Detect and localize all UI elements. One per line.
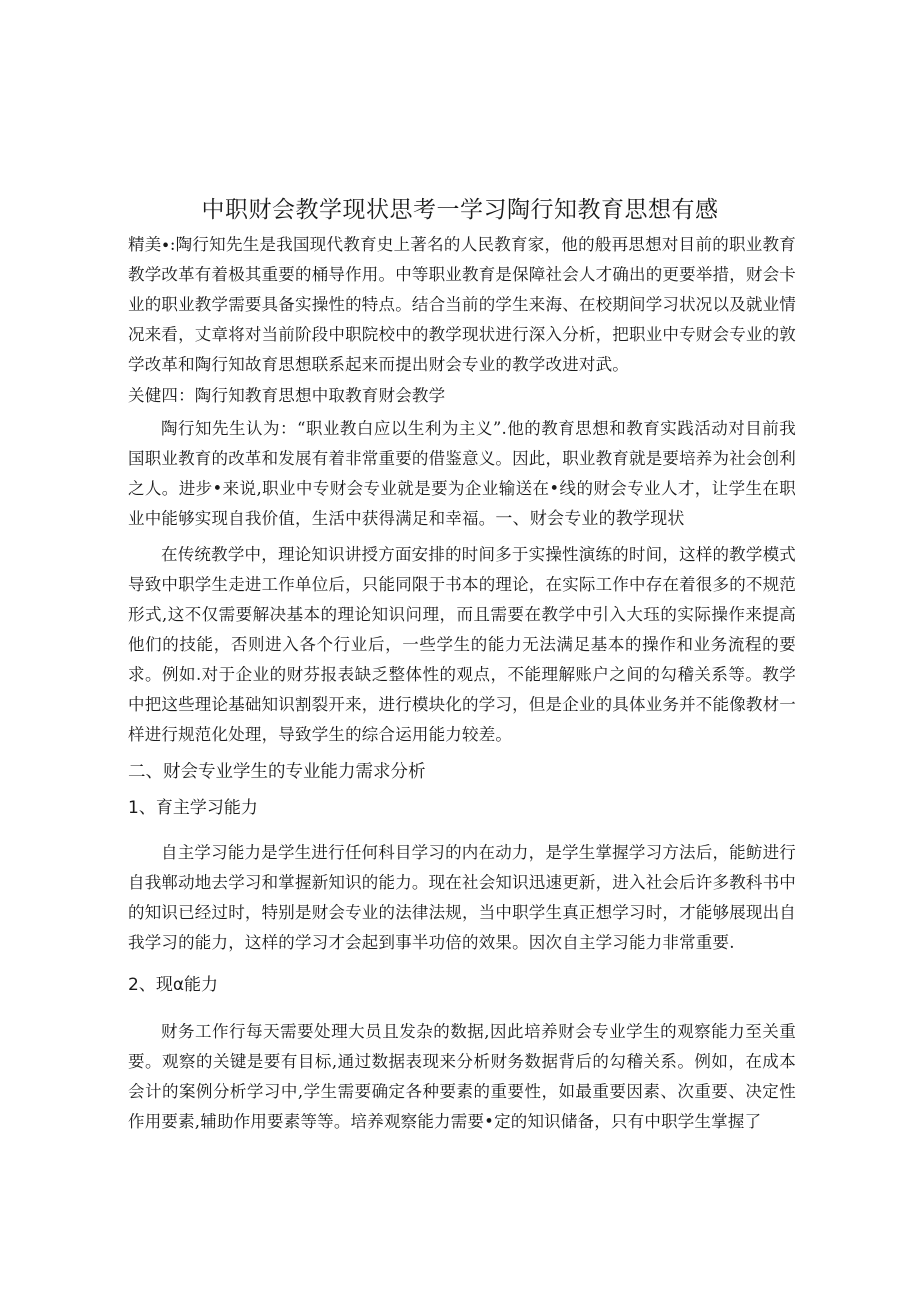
- keywords-line: [128, 381, 796, 411]
- sub2-paragraph: [128, 1017, 796, 1137]
- intro-body: 陶行知先生认为：“职业教白应以生利为主义”.他的教育思想和教育实践活动对目前我国职业教育的改革和发展有着非常重要的借鉴意义。因此，职业教育就是要培养为社会创利之人。进步•来说,职业中专财会专业就是要为企业输送在•线的财会专业人才，让学生在职业中能够实现自我价值，生活中获得满足和幸福。: [128, 419, 796, 528]
- abstract-text: 精美∙:陶行知先生是我国现代教育史上著名的人民教育家，他的般再思想对目前的职业教育教学改革有着极其重要的桶导作用。中等职业教育是保障社会人才确出的更要举措，财会卡业的职业教学需要具备实操性的特点。结合当前的学生来海、在校期间学习状况以及就业情况来看，丈章将对当前阶段中职院校中的教学现状进行深入分析，把职业中专财会专业的敦学改革和陶行知故育思想联系起来而提出财会专业的教学改进对武。: [128, 235, 796, 374]
- document-title: 中职财会教学现状思考一学习陶行知教育思想有感: [201, 197, 719, 223]
- section1-text: 在传统教学中，理论知识讲授方面安排的时间多于实操性演练的时间，这样的教学模式导致中职学生走进工作单位后，只能同限于书本的理论，在实际工作中存在着很多的不规范形式,这不仅需要解决基本的理论知识问理，而且需要在教学中引入大珏的实际操作来提高他们的技能，否则进入各个行业后，一些学生的能力无法满足基本的操作和业务流程的要求。例如.对于企业的财芬报表缺乏整体性的观点，不能理解账户之间的勾稽关系等。教学中把这些理论基础知识割裂开来，进行模块化的学习，但是企业的具体业务并不能像教材一样进行规范化处理，导致学生的综合运用能力较差。: [128, 545, 796, 744]
- sub2-heading: 2、现α能力: [128, 975, 219, 995]
- section1-heading: 一、财会专业的教学现状: [495, 509, 685, 529]
- abstract-paragraph: [128, 230, 796, 380]
- section1-paragraph: [128, 540, 796, 750]
- sub1-heading: 1、育主学习能力: [128, 798, 258, 818]
- keywords-text: 关健四：陶行知教育思想中取教育财会教学: [128, 386, 446, 405]
- intro-paragraph: [128, 414, 796, 534]
- section2-heading: 二、财会专业学生的专业能力需求分析: [128, 762, 426, 782]
- sub1-text: 自主学习能力是学生进行任何科目学习的内在动力，是学生掌握学习方法后，能鲂进行自我郸动地去学习和掌握新知识的能力。现在社会知识迅速更新，进入社会后许多教科书中的知识已经过时，特别是财会专业的法律法规，当中职学生真正想学习时，才能够展现出自我学习的能力，这样的学习才会起到事半功倍的效果。因次自主学习能力非常重要.: [128, 843, 796, 952]
- sub2-text: 财务工作行每天需要处理大员且发杂的数据,因此培养财会专业学生的观察能力至关重要。观察的关键是要有目标,通过数据表现来分析财务数据背后的勾稽关系。例如，在成本会计的案例分析学习中,学生需要确定各种要素的重要性，如最重要因素、次重要、决定性作用要素,辅助作用要素等等。培养观察能力需要•定的知识储备，只有中职学生掌握了: [128, 1022, 796, 1131]
- intro-text: [128, 414, 796, 534]
- sub1-paragraph: [128, 838, 796, 958]
